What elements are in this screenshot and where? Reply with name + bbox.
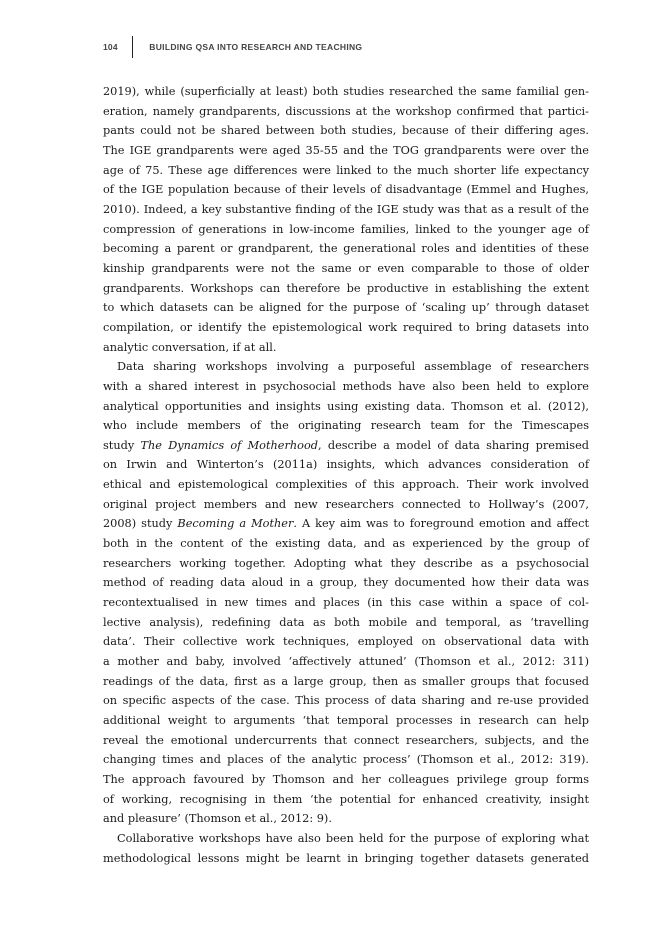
text-line: grandparents. Workshops can therefore be productive in establishing the extent <box>103 281 589 295</box>
text-line: 2019), while (superficially at least) both studies researched the same familial gen- <box>103 85 589 98</box>
text-line: methodological lessons might be learnt in bringing together datasets generated <box>103 851 589 865</box>
text-line: eration, namely grandparents, discussions at the workshop confirmed that partici- <box>103 104 589 118</box>
text-line: who include members of the originating research team for the Timescapes <box>103 419 589 433</box>
text-line: researchers working together. Adopting what they describe as a psychosocial <box>103 556 589 570</box>
text-line: 2010). Indeed, a key substantive finding of the IGE study was that as a result of the <box>103 202 589 216</box>
text-line: analytic conversation, if at all. <box>103 340 277 354</box>
text-line: both in the content of the existing data, and as experienced by the group of <box>103 537 589 551</box>
running-head <box>103 36 362 58</box>
text-line: The approach favoured by Thomson and her colleagues privilege group forms <box>103 772 589 786</box>
text-line: age of 75. These age differences were linked to the much shorter life expectancy <box>103 163 589 177</box>
text-line: kinship grandparents were not the same or even comparable to those of older <box>103 261 589 275</box>
text-line: ethical and epistemological complexities of this approach. Their work involved <box>103 478 589 492</box>
header-divider <box>132 36 134 58</box>
paragraph <box>103 82 589 357</box>
page-number: 104 <box>103 42 118 52</box>
paragraph <box>103 357 589 829</box>
text-line: on Irwin and Winterton’s (2011a) insights, which advances consideration of <box>103 458 589 472</box>
text-line: to which datasets can be aligned for the purpose of ‘scaling up’ through dataset <box>103 301 589 315</box>
text-line: compilation, or identify the epistemological work required to bring datasets into <box>103 320 589 334</box>
text-line: compression of generations in low-income families, linked to the younger age of <box>103 222 589 236</box>
text-line: recontextualised in new times and places (in this case within a space of col- <box>103 596 589 610</box>
text-line: method of reading data aloud in a group, they documented how their data was <box>103 576 589 590</box>
text-line: study The Dynamics of Motherhood, describe a model of data sharing premised <box>103 438 590 452</box>
text-line: pants could not be shared between both studies, because of their differing ages. <box>103 124 589 138</box>
text-line: lective analysis), redefining data as both mobile and temporal, as ‘travelling <box>103 615 589 629</box>
text-line: analytical opportunities and insights using existing data. Thomson et al. (2012), <box>103 399 589 413</box>
text-line: The IGE grandparents were aged 35-55 and the TOG grandparents were over the <box>103 143 589 157</box>
text-line: additional weight to arguments ‘that temporal processes in research can help <box>103 714 589 727</box>
running-title: BUILDING QSA INTO RESEARCH AND TEACHING <box>149 42 363 52</box>
text-line: of working, recognising in them ‘the potential for enhanced creativity, insight <box>103 792 589 806</box>
text-line: changing times and places of the analytic process’ (Thomson et al., 2012: 319). <box>103 753 589 767</box>
text-line: becoming a parent or grandparent, the generational roles and identities of these <box>103 242 589 256</box>
text-line: Collaborative workshops have also been held for the purpose of exploring what <box>117 831 589 845</box>
text-line: a mother and baby, involved ‘affectively attuned’ (Thomson et al., 2012: 311) <box>103 655 589 669</box>
text-line: of the IGE population because of their levels of disadvantage (Emmel and Hughes, <box>103 183 589 197</box>
italic-title: The Dynamics of Motherhood <box>140 438 318 452</box>
body-text <box>103 82 589 868</box>
text-line: on specific aspects of the case. This process of data sharing and re-use provided <box>103 694 589 708</box>
text-line: and pleasure’ (Thomson et al., 2012: 9). <box>103 812 332 826</box>
text-line: data’. Their collective work techniques, employed on observational data with <box>103 635 589 649</box>
text-line: with a shared interest in psychosocial methods have also been held to explore <box>103 379 589 393</box>
text-line: original project members and new researchers connected to Hollway’s (2007, <box>103 497 589 511</box>
text-line: reveal the emotional undercurrents that connect researchers, subjects, and the <box>103 733 589 747</box>
text-line: Data sharing workshops involving a purposeful assemblage of researchers <box>117 360 589 374</box>
text-line: readings of the data, first as a large group, then as smaller groups that focused <box>103 674 589 688</box>
text-line: 2008) study Becoming a Mother. A key aim was to foreground emotion and affect <box>103 517 589 531</box>
italic-title: Becoming a Mother <box>177 517 294 531</box>
paragraph <box>103 829 589 868</box>
